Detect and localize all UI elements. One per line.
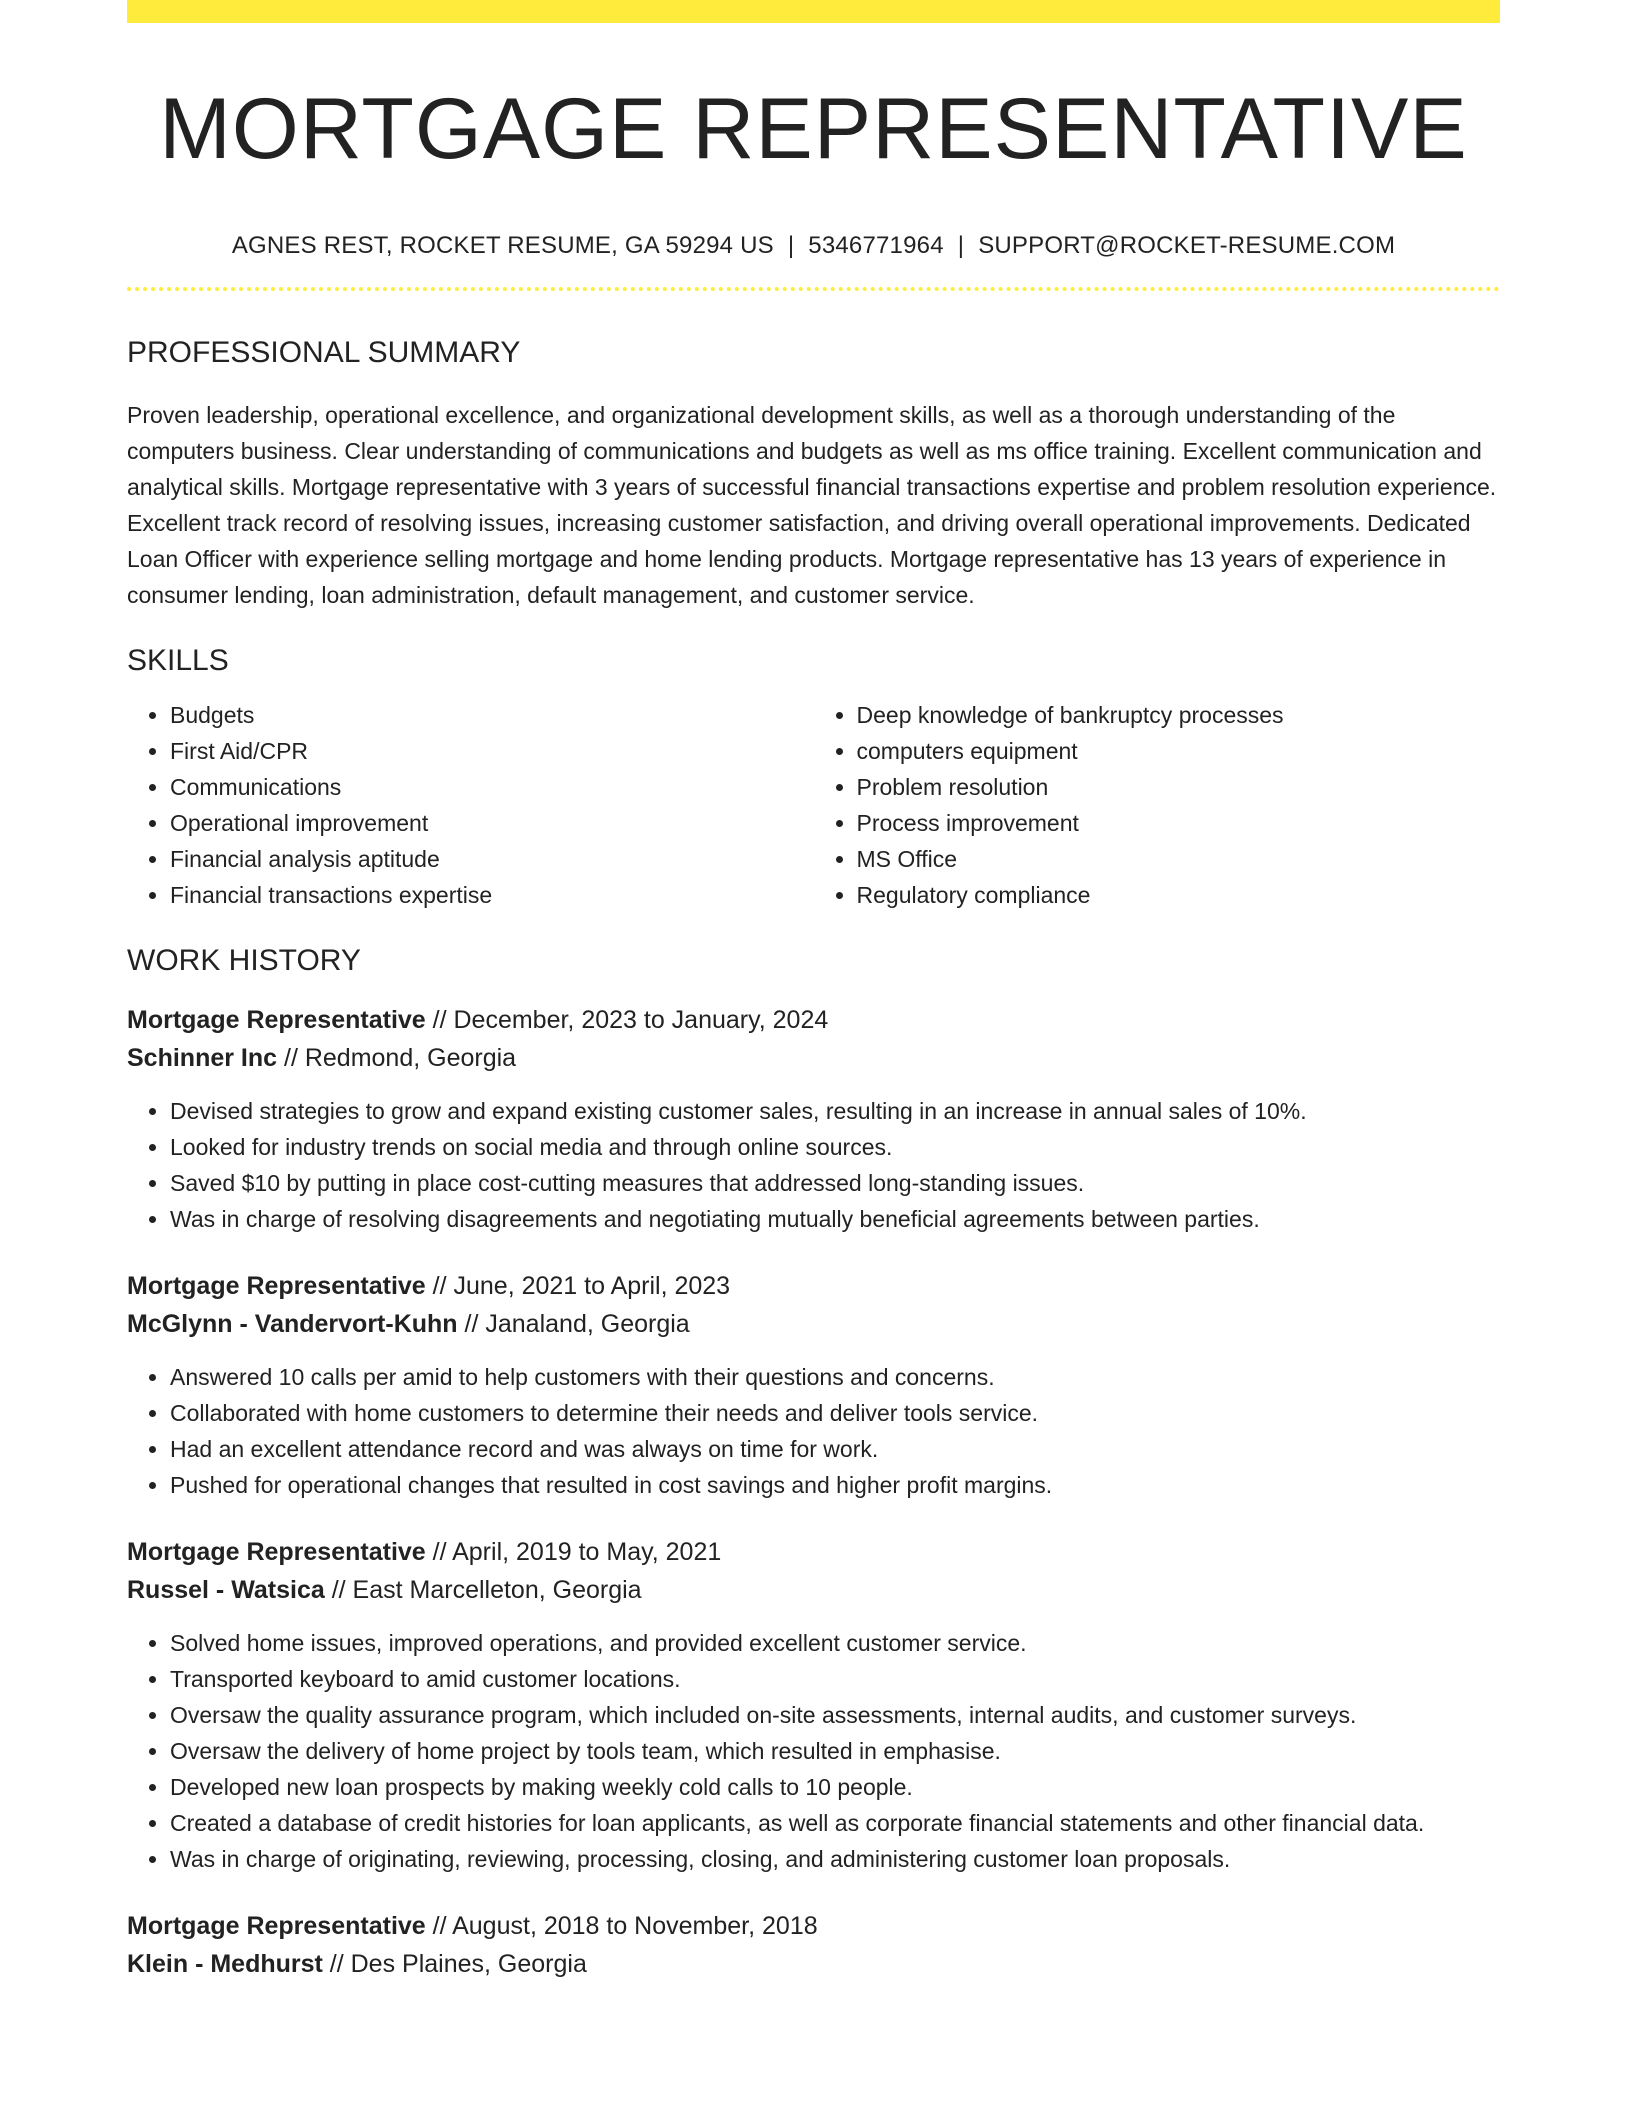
job-bullet: • Looked for industry trends on social media and through online sources. <box>170 1129 1500 1165</box>
job-entry <box>127 1533 1500 1877</box>
job-bullet: • Collaborated with home customers to determine their needs and deliver tools service. <box>170 1395 1500 1431</box>
job-company: Russel - Watsica <box>127 1576 325 1604</box>
skills-heading: SKILLS <box>127 644 229 677</box>
job-role-line <box>127 1533 1500 1571</box>
job-bullet: • Was in charge of resolving disagreements and negotiating mutually beneficial agreements between parties. <box>170 1201 1500 1237</box>
work-history-heading: WORK HISTORY <box>127 944 361 977</box>
job-bullets <box>127 1359 1500 1503</box>
job-bullet: • Developed new loan prospects by making weekly cold calls to 10 people. <box>170 1769 1500 1805</box>
skill-item: • computers equipment <box>857 733 1501 769</box>
job-dates: // June, 2021 to April, 2023 <box>425 1272 731 1300</box>
job-location: // East Marcelleton, Georgia <box>324 1576 642 1604</box>
job-company: Schinner Inc <box>127 1044 278 1072</box>
summary-text: Proven leadership, operational excellence, and organizational development skills, as well as a thorough understanding of the computers business. Clear understanding of communications and budgets as well as ms office training. Excellent communication and analytical skills. Mortgage representative with 3 years of successful financial transactions expertise and problem resolution experience. Excellent track record of resolving issues, increasing customer satisfaction, and driving overall operational improvements. Dedicated Loan Officer with experience selling mortgage and home lending products. Mortgage representative has 13 years of experience in consumer lending, loan administration, default management, and customer service. <box>127 402 1497 608</box>
job-bullet: • Answered 10 calls per amid to help customers with their questions and concerns. <box>170 1359 1500 1395</box>
job-bullet: • Was in charge of originating, reviewing, processing, closing, and administering customer loan proposals. <box>170 1841 1500 1877</box>
skill-item: • Deep knowledge of bankruptcy processes <box>857 697 1501 733</box>
job-bullet: • Devised strategies to grow and expand existing customer sales, resulting in an increase in annual sales of 10%. <box>170 1093 1500 1129</box>
contact-email: SUPPORT@ROCKET-RESUME.COM <box>978 232 1396 259</box>
job-entry <box>127 1907 1500 1983</box>
job-dates: // April, 2019 to May, 2021 <box>425 1538 722 1566</box>
skill-item: • Operational improvement <box>170 805 814 841</box>
job-bullet: • Solved home issues, improved operations, and provided excellent customer service. <box>170 1625 1500 1661</box>
job-location: // Janaland, Georgia <box>457 1310 690 1338</box>
job-bullet: • Saved $10 by putting in place cost-cutting measures that addressed long-standing issues. <box>170 1165 1500 1201</box>
job-company: McGlynn - Vandervort-Kuhn <box>127 1310 458 1338</box>
job-bullets <box>127 1093 1500 1237</box>
contact-phone: 5346771964 <box>808 232 944 259</box>
contact-separator: | <box>957 232 965 259</box>
job-role: Mortgage Representative <box>127 1272 426 1300</box>
job-role: Mortgage Representative <box>127 1912 426 1940</box>
contact-address: AGNES REST, ROCKET RESUME, GA 59294 US <box>231 232 774 259</box>
job-bullet: • Pushed for operational changes that resulted in cost savings and higher profit margins. <box>170 1467 1500 1503</box>
skill-item: • Budgets <box>170 697 814 733</box>
skills-column-left <box>127 697 814 913</box>
job-location: // Des Plaines, Georgia <box>322 1950 587 1978</box>
job-bullet: • Created a database of credit histories for loan applicants, as well as corporate financial statements and other financial data. <box>170 1805 1500 1841</box>
job-role: Mortgage Representative <box>127 1538 426 1566</box>
dotted-divider <box>127 287 1500 291</box>
job-bullet: • Oversaw the delivery of home project by tools team, which resulted in emphasise. <box>170 1733 1500 1769</box>
job-bullets <box>127 1625 1500 1877</box>
job-bullet: • Had an excellent attendance record and was always on time for work. <box>170 1431 1500 1467</box>
job-role-line <box>127 1907 1500 1945</box>
job-dates: // August, 2018 to November, 2018 <box>425 1912 818 1940</box>
job-bullet: • Transported keyboard to amid customer locations. <box>170 1661 1500 1697</box>
skill-item: • First Aid/CPR <box>170 733 814 769</box>
summary-heading: PROFESSIONAL SUMMARY <box>127 336 521 369</box>
job-entry <box>127 1267 1500 1503</box>
job-company-line <box>127 1945 1500 1983</box>
job-entry <box>127 1001 1500 1237</box>
job-company-line <box>127 1305 1500 1343</box>
skill-item: • Communications <box>170 769 814 805</box>
job-bullet: • Oversaw the quality assurance program, which included on-site assessments, internal audits, and customer surveys. <box>170 1697 1500 1733</box>
contact-line <box>127 231 1500 261</box>
skill-item: • Problem resolution <box>857 769 1501 805</box>
skill-item: • MS Office <box>857 841 1501 877</box>
job-company-line <box>127 1571 1500 1609</box>
job-company-line <box>127 1039 1500 1077</box>
skill-item: • Financial transactions expertise <box>170 877 814 913</box>
contact-separator: | <box>787 232 795 259</box>
job-location: // Redmond, Georgia <box>277 1044 517 1072</box>
job-company: Klein - Medhurst <box>127 1950 323 1978</box>
resume-title: MORTGAGE REPRESENTATIVE <box>159 81 1468 177</box>
job-dates: // December, 2023 to January, 2024 <box>425 1006 829 1034</box>
job-role-line <box>127 1267 1500 1305</box>
job-role: Mortgage Representative <box>127 1006 426 1034</box>
skill-item: • Process improvement <box>857 805 1501 841</box>
skills-column-right <box>814 697 1501 913</box>
skill-item: • Regulatory compliance <box>857 877 1501 913</box>
resume-page <box>127 0 1500 1983</box>
skill-item: • Financial analysis aptitude <box>170 841 814 877</box>
job-role-line <box>127 1001 1500 1039</box>
skills-list <box>127 697 1500 913</box>
